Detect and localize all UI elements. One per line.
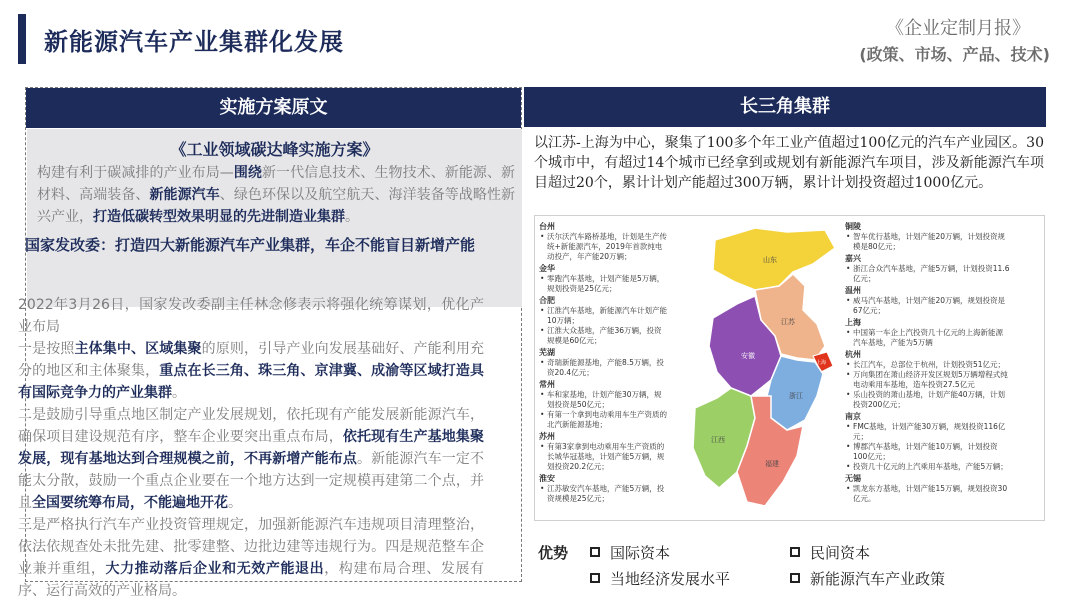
- city-project-item: • 有第一个拿到电动乘用车生产资质的北汽新能源基地；: [539, 410, 667, 430]
- city-project-item: • 沃尔沃汽车路桥基地，计划是生产传统+新能源汽车，2019年首款纯电动投产，年产能20万辆；: [539, 232, 667, 262]
- policy-text-1: 构建有利于碳减排的产业布局—: [37, 165, 234, 181]
- yangtze-cluster-header: 长三角集群: [524, 87, 1046, 127]
- city-project-item: • 智车优行基地，计划产能20万辆，计划投资规模是80亿元；: [845, 232, 1010, 252]
- city-name: 嘉兴: [845, 254, 861, 263]
- yangtze-delta-map: [675, 220, 843, 516]
- city-name: 金华: [539, 264, 555, 273]
- city-list-right: [845, 220, 1010, 504]
- city-project-item: • 江苏敏安汽车基地，产能5万辆，投资规模是25亿元；: [539, 484, 667, 504]
- city-project-item: • 中国第一车企上汽投资几十亿元的上海新能源汽车基地，产能为5万辆: [845, 328, 1010, 348]
- cluster-intro: 以江苏-上海为中心，聚集了100多个年工业产值超过100亿元的汽车产业园区。30个城市中，有超过14个城市已经拿到或规划有新能源汽车项目，涉及新能源汽车项目超过20个，累计计划产能超过300万辆，累计计划投资超过1000亿元。: [534, 135, 1044, 191]
- title-accent-bar: [18, 14, 26, 64]
- advantage-text: 民间资本: [810, 544, 871, 562]
- city-project-item: • 万向集团在萧山经济开发区规划5万辆增程式纯电动乘用车基地，造车投资27.5亿元: [845, 370, 1010, 390]
- ndrc-highlight: 重点在长三角、珠三角、京津冀、成渝等区域打造具有国际竞争力的产业集群: [18, 363, 484, 401]
- city-project-item: • 投资几十亿元的上汽乘用车基地，产能5万辆；: [845, 462, 1010, 472]
- policy-highlight-2: 新能源汽车: [149, 187, 220, 203]
- city-project-item: • 江淮大众基地，产能36万辆，投资规模是60亿元；: [539, 326, 667, 346]
- city-name: 南京: [845, 412, 861, 421]
- ndrc-paragraph-4: [18, 514, 484, 602]
- ndrc-text: 。: [228, 495, 242, 511]
- ndrc-text: 三是严格执行汽车产业投资管理规定，加强新能源汽车违规项目清理整治，依法依规查处未批先建、批零建整、边批边建等违规行为。四是规范整车企业兼并重组，: [18, 517, 484, 577]
- ndrc-text: ，构建布局合理、发展有序、运行高效的产业格局。: [18, 561, 485, 599]
- city-name: 台州: [539, 222, 555, 231]
- checkbox-icon: [590, 573, 600, 583]
- advantage-text: 新能源汽车产业政策: [810, 570, 946, 588]
- city-name: 铜陵: [845, 222, 861, 231]
- city-project-item: • FMC基地，计划产能30万辆，规划投资116亿元；: [845, 422, 1010, 442]
- report-title: 《企业定制月报》: [886, 18, 1030, 39]
- city-name: 上海: [845, 318, 861, 327]
- ndrc-text: 的原则，引导产业向发展基础好、产能利用充分的地区和主体聚集，: [18, 341, 484, 379]
- city-list-left: [539, 220, 667, 504]
- policy-box: [27, 129, 522, 307]
- map-label-jiangsu: 江苏: [781, 318, 795, 326]
- ndrc-highlight: 全国要统筹布局，不能遍地开花: [32, 495, 228, 511]
- city-project-list: [539, 358, 667, 378]
- map-label-shanghai: 上海: [816, 360, 827, 366]
- advantage-item: [590, 568, 730, 589]
- city-name: 温州: [845, 286, 861, 295]
- city-project-item: • 乐山投资的萧山基地，计划产能40万辆，计划投资200亿元；: [845, 390, 1010, 410]
- city-project-list: [539, 442, 667, 472]
- policy-title: 《工业领域碳达峰实施方案》: [170, 140, 379, 159]
- city-project-item: • 有第3家拿到电动乘用车生产资质的长城华冠基地，计划产能5万辆，规划投资20.2亿元；: [539, 442, 667, 472]
- city-project-list: [845, 484, 1010, 504]
- city-project-item: • 奇瑞新能源基地，产能8.5万辆，投资20.4亿元；: [539, 358, 667, 378]
- ndrc-text: 一是按照: [18, 341, 75, 357]
- advantage-item: [790, 542, 870, 563]
- ndrc-body: [18, 294, 484, 602]
- city-project-item: • 博郡汽车基地，计划产能10万辆，计划投资100亿元；: [845, 442, 1010, 462]
- ndrc-title: 国家发改委：打造四大新能源汽车产业集群，车企不能盲目新增产能: [24, 236, 475, 254]
- advantage-text: 当地经济发展水平: [610, 570, 731, 588]
- city-project-item: • 浙江合众汽车基地，产能5万辆，计划投资11.6亿元；: [845, 264, 1010, 284]
- city-project-item: • 车和家基地，计划产能30万辆，规划投资是50亿元；: [539, 390, 667, 410]
- ndrc-paragraph-1: 2022年3月26日，国家发改委副主任林念修表示将强化统筹谋划，优化产业布局: [18, 297, 484, 335]
- ndrc-text: 。: [172, 385, 186, 401]
- city-project-item: • 威马汽车基地，计划产能20万辆，规划投资是67亿元；: [845, 296, 1010, 316]
- city-name: 合肥: [539, 296, 555, 305]
- ndrc-text: 。新能源汽车一定不能太分散，鼓励一个重点企业要在一个地方达到一定规模再建第二个点，并且: [18, 451, 484, 511]
- city-name: 杭州: [845, 350, 861, 359]
- city-name: 苏州: [539, 432, 555, 441]
- checkbox-icon: [590, 547, 600, 557]
- city-name: 芜湖: [539, 348, 555, 357]
- map-label-fujian: 福建: [765, 460, 779, 468]
- city-project-list: [845, 232, 1010, 252]
- map-label-shandong: 山东: [763, 256, 777, 264]
- advantage-item: [590, 542, 670, 563]
- ndrc-highlight: 依托现有生产基地集聚发展，现有基地达到合理规模之前，不再新增产能布点: [18, 429, 484, 467]
- checkbox-icon: [790, 547, 800, 557]
- city-project-list: [539, 274, 667, 294]
- city-name: 无锡: [845, 474, 861, 483]
- ndrc-highlight: 主体集中、区域集聚: [74, 341, 202, 357]
- city-project-list: [539, 232, 667, 262]
- city-project-item: • 长江汽车，总部位于杭州，计划投资51亿元；: [845, 360, 1010, 370]
- ndrc-text: 二是鼓励引导重点地区制定产业发展规划，依托现有产能发展新能源汽车，确保项目建设规范有序，整车企业要突出重点布局，: [18, 407, 484, 445]
- city-project-item: • 凯龙东方基地，计划产能15万辆，规划投资30亿元。: [845, 484, 1010, 504]
- city-project-list: [845, 264, 1010, 284]
- city-project-list: [539, 390, 667, 430]
- implementation-header: 实施方案原文: [26, 88, 521, 128]
- advantage-item: [790, 568, 945, 589]
- policy-highlight-1: 围绕: [233, 165, 262, 181]
- policy-text-2: 新一代信息技术、生物技术、新能源、新材料、高端装备、: [37, 165, 516, 203]
- cluster-map-box: [534, 215, 1045, 521]
- city-project-item: • 江淮汽车基地，新能源汽车计划产能10万辆；: [539, 306, 667, 326]
- page-title: 新能源汽车产业集群化发展: [44, 28, 344, 56]
- policy-text: [37, 162, 515, 228]
- city-project-list: [539, 306, 667, 346]
- map-label-zhejiang: 浙江: [789, 392, 803, 400]
- ndrc-highlight: 大力推动落后企业和无效产能退出: [105, 561, 325, 577]
- report-subtitle: (政策、市场、产品、技术): [859, 45, 1050, 64]
- city-project-list: [845, 328, 1010, 348]
- policy-highlight-3: 打造低碳转型效果明显的先进制造业集群: [93, 209, 345, 225]
- city-name: 淮安: [539, 474, 555, 483]
- checkbox-icon: [790, 573, 800, 583]
- city-project-list: [845, 422, 1010, 472]
- advantage-text: 国际资本: [610, 544, 671, 562]
- advantage-label: 优势: [538, 544, 569, 562]
- city-name: 常州: [539, 380, 555, 389]
- city-project-list: [845, 296, 1010, 316]
- city-project-list: [539, 484, 667, 504]
- ndrc-paragraph-2: [18, 338, 484, 404]
- map-label-anhui: 安徽: [741, 352, 755, 360]
- map-label-jiangxi: 江西: [711, 436, 725, 444]
- city-project-item: • 零跑汽车基地，计划产能是5万辆，规划投资是25亿元；: [539, 274, 667, 294]
- ndrc-paragraph-3: [18, 404, 484, 514]
- policy-text-3: 、绿色环保以及航空航天、海洋装备等战略性新兴产业，: [37, 187, 516, 225]
- city-project-list: [845, 360, 1010, 410]
- policy-text-4: 。: [345, 209, 359, 225]
